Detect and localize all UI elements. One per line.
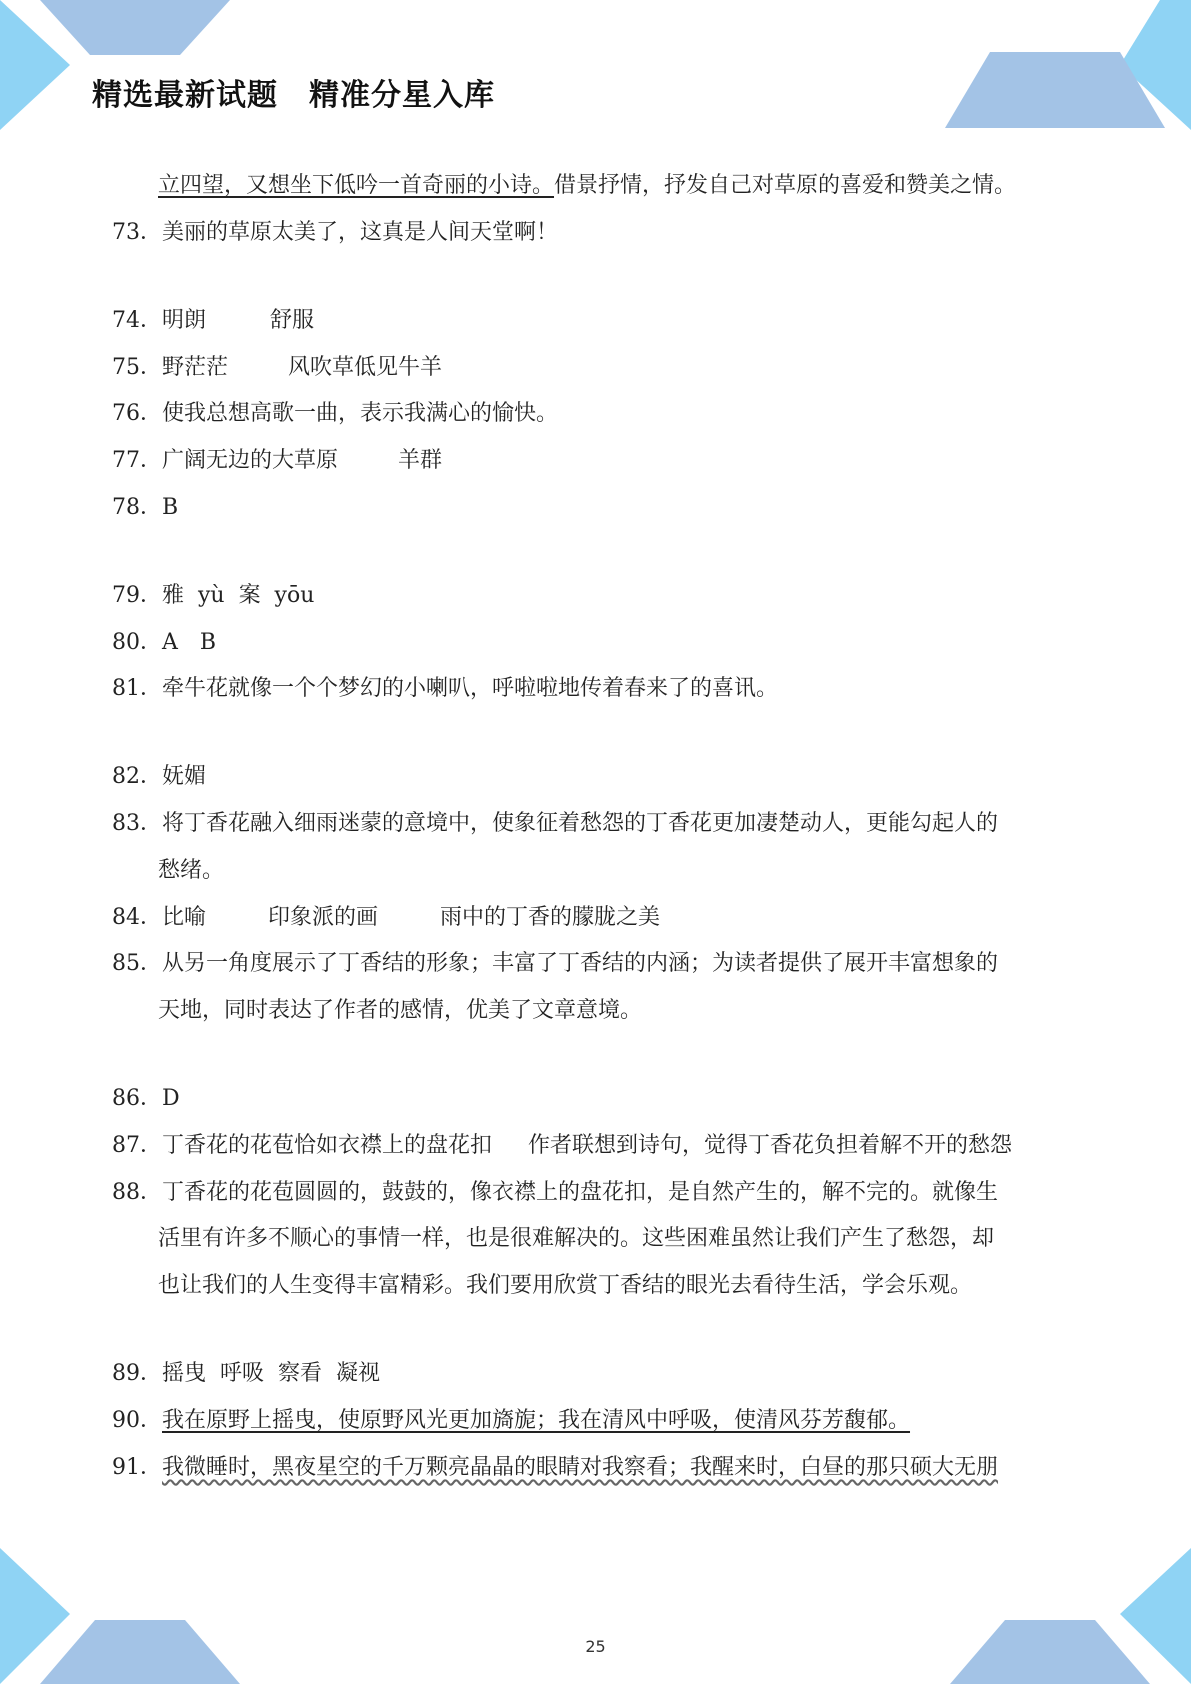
answer-number: 77． [112, 448, 162, 473]
answer-88-continued [158, 1271, 972, 1301]
answer-91 [112, 1453, 998, 1483]
answer-86 [112, 1084, 180, 1114]
answer-text-line: 活里有许多不顺心的事情一样，也是很难解决的。这些困难虽然让我们产生了愁怨，却 [158, 1226, 995, 1251]
answer-89 [112, 1359, 380, 1389]
answer-text: 牵牛花就像一个个梦幻的小喇叭，呼啦啦地传着春来了的喜讯。 [162, 676, 779, 701]
answer-83-continued [158, 856, 224, 886]
answer-text: A B [162, 630, 217, 655]
deco-shape-bottom-left-light [0, 1548, 70, 1684]
answer-text-line: 丁香花的花苞圆圆的，鼓鼓的，像衣襟上的盘花扣，是自然产生的，解不完的。就像生 [162, 1180, 999, 1205]
answer-text: 摇曳 呼吸 察看 凝视 [162, 1361, 380, 1386]
answer-text: 妩媚 [162, 764, 207, 789]
answer-part: 野茫茫 [162, 355, 229, 380]
answer-76 [112, 399, 558, 429]
deco-shape-top-left-light [0, 0, 70, 130]
continuation-rest: 借景抒情，抒发自己对草原的喜爱和赞美之情。 [554, 173, 1017, 198]
answer-part: 丁香花的花苞恰如衣襟上的盘花扣 [162, 1133, 493, 1158]
underlined-quote: 立四望，又想坐下低吟一首奇丽的小诗。 [158, 173, 555, 198]
header-title: 精选最新试题 精准分星入库 [92, 78, 495, 113]
answer-part: 舒服 [270, 308, 315, 333]
answer-82 [112, 762, 206, 792]
answer-number: 82． [112, 764, 162, 789]
answer-text: D [162, 1086, 180, 1111]
answer-number: 81． [112, 676, 162, 701]
answer-number: 76． [112, 401, 162, 426]
answer-number: 83． [112, 811, 162, 836]
answer-part: 雨中的丁香的朦胧之美 [440, 905, 661, 930]
answer-79 [112, 581, 314, 611]
answer-number: 91． [112, 1455, 162, 1480]
answer-part: 印象派的画 [268, 905, 379, 930]
answer-part: 风吹草低见牛羊 [288, 355, 443, 380]
answer-part: 羊群 [398, 448, 443, 473]
answer-number: 75． [112, 355, 162, 380]
answer-81 [112, 674, 778, 704]
answer-number: 74． [112, 308, 162, 333]
answer-text-line: 愁绪。 [158, 858, 225, 883]
deco-shape-top-left-dark [40, 0, 230, 55]
answer-text-line: 天地，同时表达了作者的感情，优美了文章意境。 [158, 998, 643, 1023]
answer-number: 79． [112, 583, 162, 608]
answer-text: 雅 yù 案 yōu [162, 583, 315, 608]
continuation-line [158, 171, 1016, 201]
deco-shape-top-right-light [1120, 0, 1191, 130]
answer-number: 88． [112, 1180, 162, 1205]
answer-text-line: 从另一角度展示了丁香结的形象；丰富了丁香结的内涵；为读者提供了展开丰富想象的 [162, 951, 999, 976]
answer-90 [112, 1406, 910, 1436]
answer-78 [112, 493, 178, 523]
answer-number: 85． [112, 951, 162, 976]
answer-83 [112, 809, 998, 839]
answer-85-continued [158, 996, 642, 1026]
answer-74 [112, 306, 314, 336]
answer-text: 美丽的草原太美了，这真是人间天堂啊！ [162, 220, 559, 245]
deco-shape-bottom-right-light [1120, 1548, 1191, 1684]
answer-73 [112, 218, 558, 248]
answer-77 [112, 446, 442, 476]
answer-text: B [162, 495, 179, 520]
answer-part: 比喻 [162, 905, 207, 930]
answer-85 [112, 949, 998, 979]
answer-88-continued [158, 1224, 994, 1254]
answer-text-wavy-underlined: 我微睡时，黑夜星空的千万颗亮晶晶的眼睛对我察看；我醒来时，白昼的那只硕大无朋 [162, 1455, 999, 1480]
answer-part: 作者联想到诗句，觉得丁香花负担着解不开的愁怨 [528, 1133, 1013, 1158]
deco-shape-top-right-dark [945, 52, 1165, 128]
answer-88 [112, 1178, 998, 1208]
answer-part: 明朗 [162, 308, 207, 333]
answer-text: 使我总想高歌一曲，表示我满心的愉快。 [162, 401, 559, 426]
answer-number: 78． [112, 495, 162, 520]
answer-number: 89． [112, 1361, 162, 1386]
answer-number: 86． [112, 1086, 162, 1111]
answer-number: 87． [112, 1133, 162, 1158]
answer-number: 80． [112, 630, 162, 655]
answer-text-underlined: 我在原野上摇曳，使原野风光更加旖旎；我在清风中呼吸，使清风芬芳馥郁。 [162, 1408, 911, 1433]
answer-80 [112, 628, 216, 658]
answer-84 [112, 903, 660, 933]
answer-text-line: 将丁香花融入细雨迷蒙的意境中，使象征着愁怨的丁香花更加凄楚动人，更能勾起人的 [162, 811, 999, 836]
answer-75 [112, 353, 442, 383]
answer-text-line: 也让我们的人生变得丰富精彩。我们要用欣赏丁香结的眼光去看待生活，学会乐观。 [158, 1273, 973, 1298]
answer-part: 广阔无边的大草原 [162, 448, 339, 473]
page-number: 25 [585, 1637, 606, 1656]
answer-number: 84． [112, 905, 162, 930]
answer-number: 90． [112, 1408, 162, 1433]
answer-number: 73． [112, 220, 162, 245]
answer-87 [112, 1131, 1012, 1161]
